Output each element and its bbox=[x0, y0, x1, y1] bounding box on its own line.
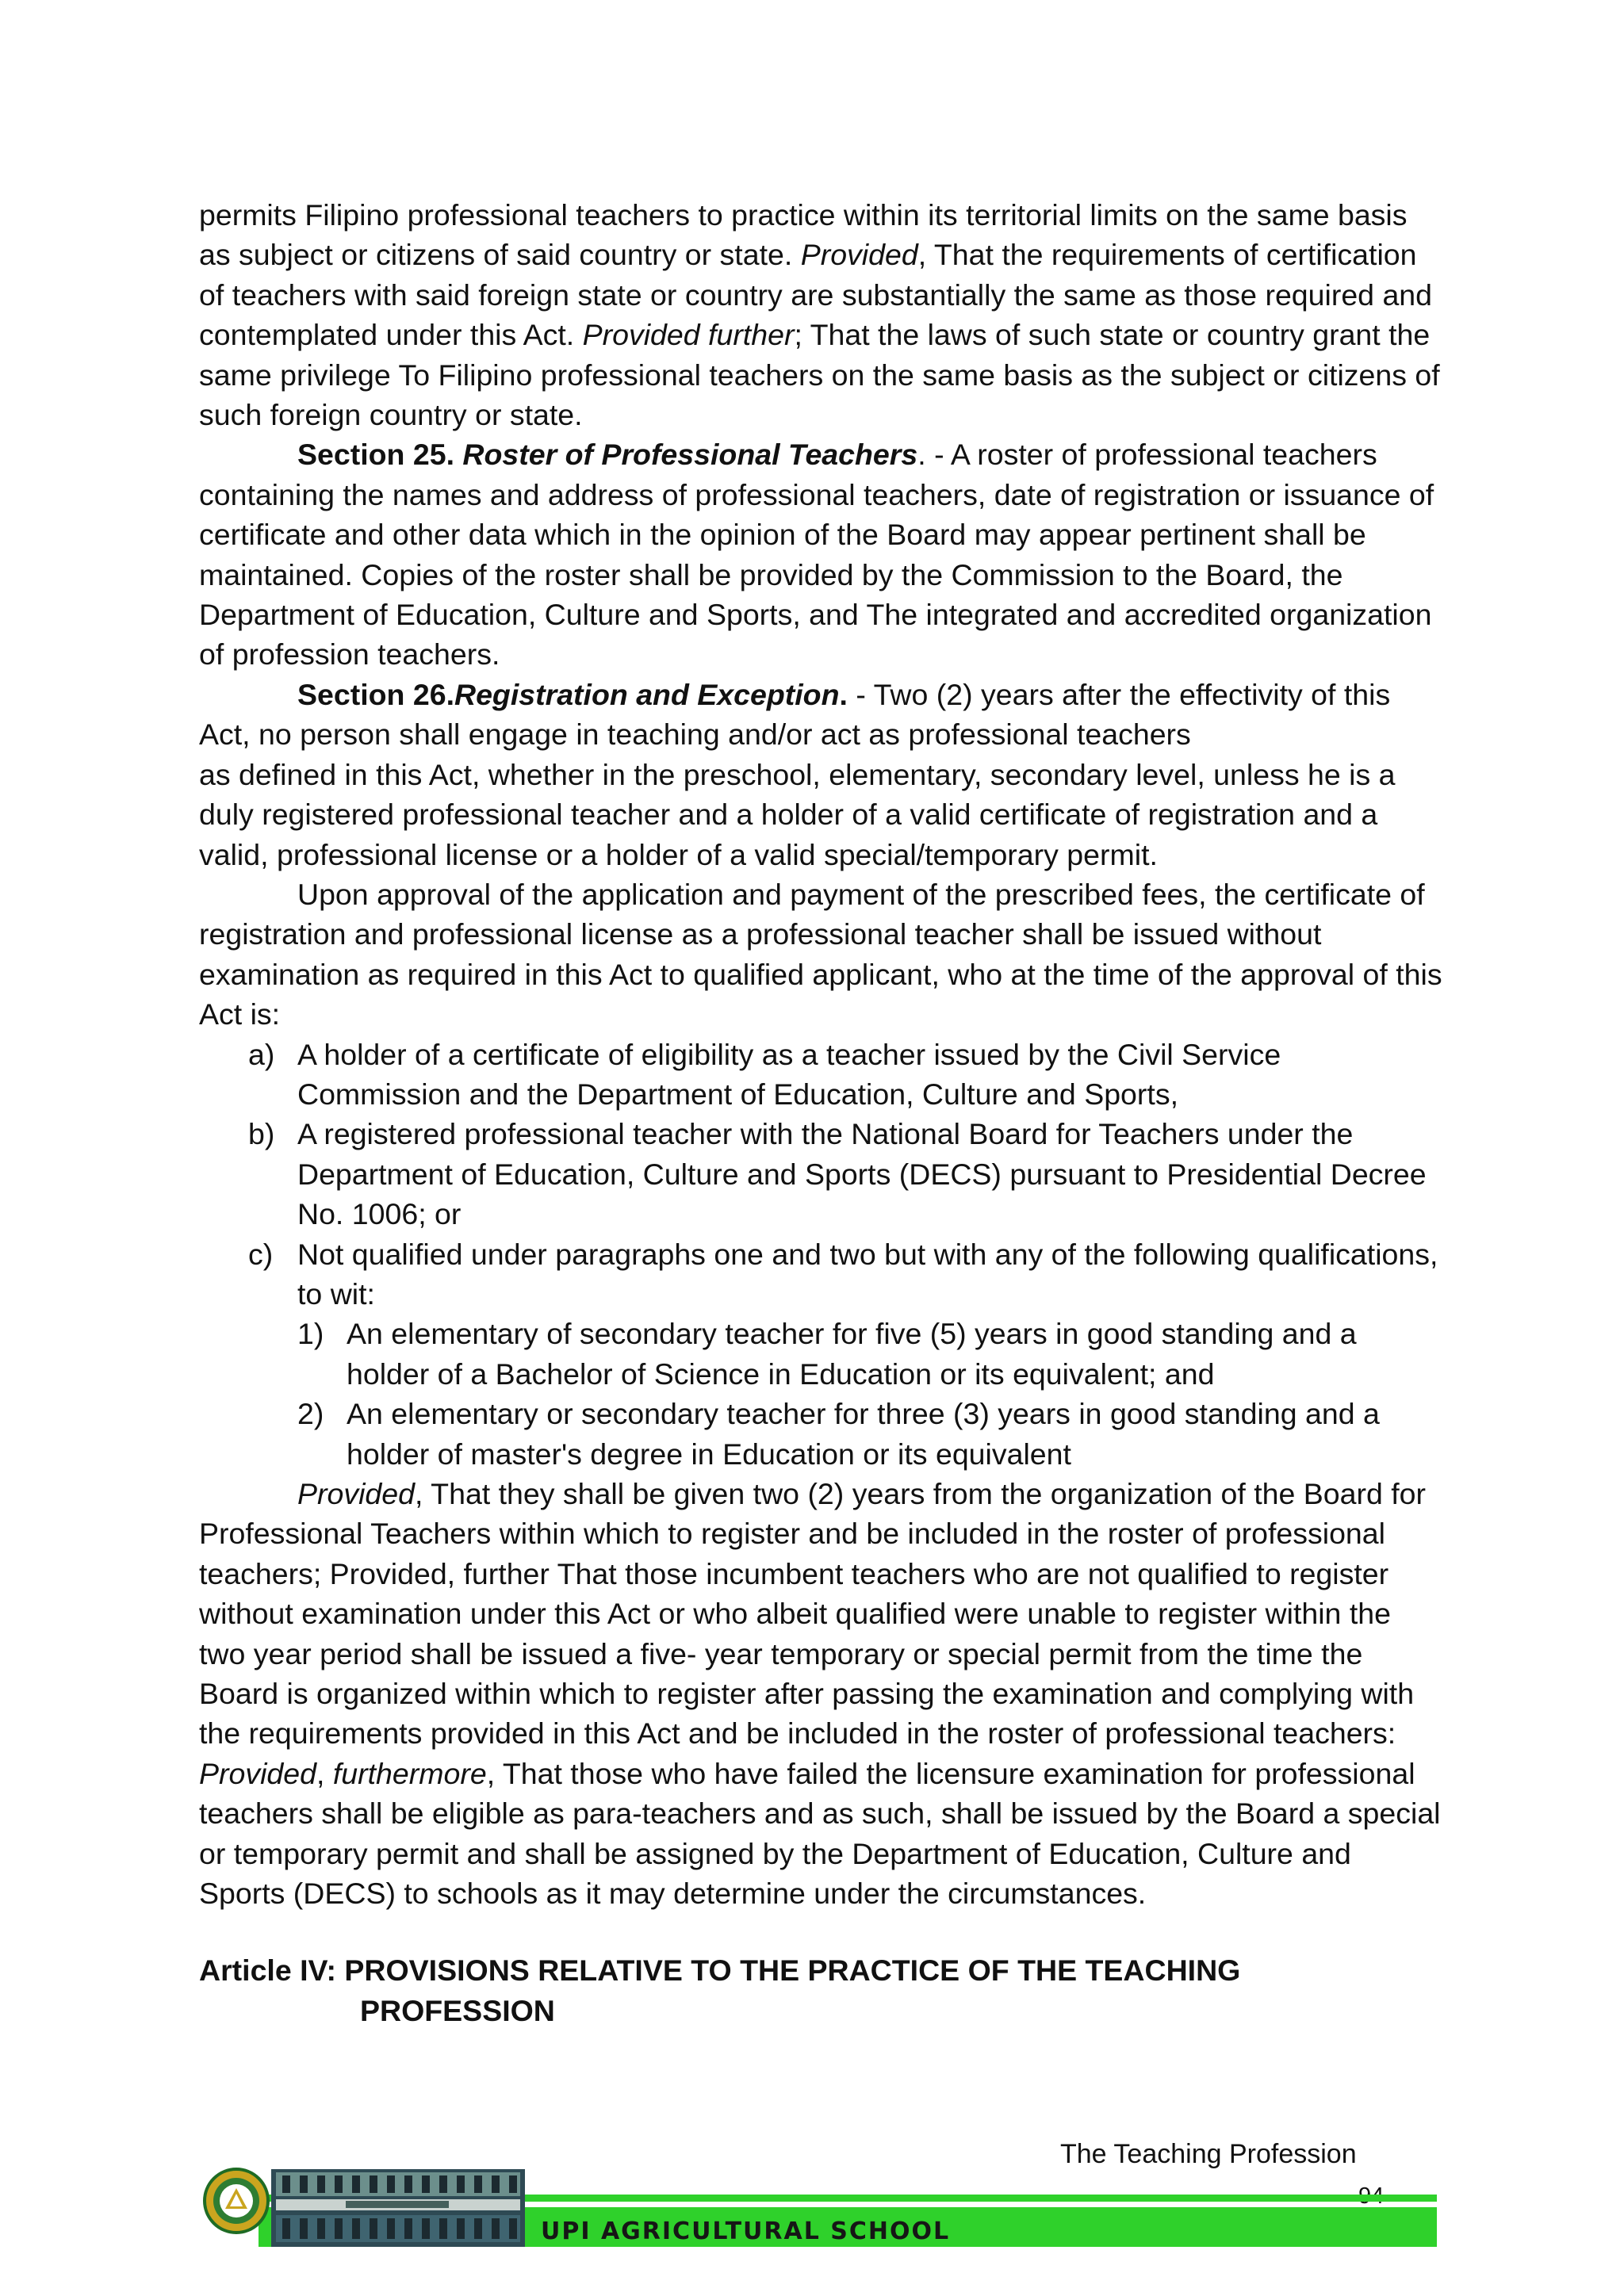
text-segment: , bbox=[316, 1756, 333, 1790]
text-segment: Roster of Professional Teachers bbox=[462, 438, 918, 472]
article-heading-line1: Article IV: PROVISIONS RELATIVE TO THE PRACTICE OF THE TEACHING bbox=[199, 1954, 1241, 1988]
section-26-continuation: as defined in this Act, whether in the preschool, elementary, secondary level, unless he is a duly registered professional teacher and a holder of a valid certificate of registration and a valid, professional license or a holder of a valid special/temporary permit. bbox=[199, 757, 1396, 871]
paragraph-provided bbox=[199, 1474, 1444, 1913]
text-segment: ; That the laws of such state or country grant the same privilege To Filipino professional teachers on the same basis as the subject or citizens of such foreign country or state. bbox=[199, 318, 1440, 432]
list-marker: c) bbox=[248, 1237, 274, 1271]
text-segment: Section 26. bbox=[297, 677, 454, 711]
sub-list-marker: 1) bbox=[297, 1317, 324, 1351]
section-26-paragraph bbox=[199, 675, 1444, 755]
sub-list-marker: 2) bbox=[297, 1397, 324, 1431]
school-seal-icon bbox=[205, 2169, 268, 2233]
footer-banner bbox=[203, 2150, 1437, 2248]
sub-item-text: An elementary of secondary teacher for five (5) years in good standing and a holder of a Bachelor of Science in Education or its equivalent; and bbox=[347, 1317, 1357, 1391]
text-segment: Section 25. bbox=[297, 438, 463, 472]
text-segment: Provided further bbox=[582, 318, 795, 352]
footer-title: The Teaching Profession bbox=[1060, 2139, 1357, 2169]
paragraph-intro bbox=[199, 195, 1444, 434]
school-photo bbox=[271, 2158, 525, 2247]
section-25-paragraph bbox=[199, 434, 1444, 674]
text-segment: - Two (2) years after the effectivity of this Act, no person shall engage in teaching and/or act as professional teachers bbox=[199, 677, 1391, 752]
list-marker: b) bbox=[248, 1117, 275, 1151]
list-marker: a) bbox=[248, 1037, 275, 1071]
article-heading-line2: PROFESSION bbox=[360, 1993, 555, 2027]
text-segment: Provided bbox=[800, 238, 918, 272]
list-item-b bbox=[199, 1114, 1444, 1234]
document-body bbox=[199, 195, 1444, 2030]
text-segment: furthermore bbox=[332, 1756, 487, 1790]
text-segment: Provided bbox=[199, 1756, 317, 1790]
sub-item-text: An elementary or secondary teacher for three (3) years in good standing and a holder of master's degree in Education or its equivalent bbox=[347, 1397, 1380, 1471]
list-item-text: A registered professional teacher with the National Board for Teachers under the Department of Education, Culture and Sports (DECS) pursuant to Presidential Decree No. 1006; or bbox=[297, 1117, 1427, 1231]
paragraph-upon-approval: Upon approval of the application and payment of the prescribed fees, the certificate of registration and professional license as a professional teacher shall be issued without examination as required in this Act to qualified applicant, who at the time of the approval of this Act is: bbox=[199, 877, 1442, 1031]
list-item-text: A holder of a certificate of eligibility as a teacher issued by the Civil Service Commission and the Department of Education, Culture and Sports, bbox=[297, 1037, 1281, 1111]
school-name: UPI AGRICULTURAL SCHOOL bbox=[541, 2218, 951, 2245]
list-item-text: Not qualified under paragraphs one and two but with any of the following qualifications, to wit: bbox=[297, 1237, 1438, 1311]
list-item-a bbox=[199, 1035, 1444, 1115]
text-segment: permits Filipino professional teachers to practice within its territorial limits on the same basis as subject or citizens of said country or state. bbox=[199, 198, 1408, 272]
text-segment: , That the requirements of certification of teachers with said foreign state or country are substantially the same as those required and contemplated under this Act. bbox=[199, 238, 1433, 352]
text-segment: . - A roster of professional teachers containing the names and address of professional teachers, date of registration or issuance of certificate and other data which in the opinion of the Board may appear pertinent shall be maintained. Copies of the roster shall be provided by the Commission to the Board, the Department of Education, Culture and Sports, and The integrated and accredited organization of profession teachers. bbox=[199, 438, 1434, 672]
text-segment: . bbox=[839, 677, 848, 711]
text-segment: , That they shall be given two (2) years from the organization of the Board for Professional Teachers within which to register and be included in the roster of professional teachers; Provided, further That those incumbent teachers who are not qualified to register without examination under this Act or who albeit qualified were unable to register within the two year period shall be issued a five- year temporary or special permit from the time the Board is organized within which to register after passing the examination and complying with the requirements provided in this Act and be included in the roster of professional teachers: bbox=[199, 1477, 1426, 1751]
text-segment: Registration and Exception bbox=[454, 677, 840, 711]
list-item-c bbox=[199, 1234, 1444, 1314]
text-segment: Provided bbox=[297, 1477, 416, 1510]
text-segment: , That those who have failed the licensure examination for professional teachers shall be eligible as para-teachers and as such, shall be issued by the Board a special or temporary permit and shall be assigned by the Department of Education, Culture and Sports (DECS) to schools as it may determine under the circumstances. bbox=[199, 1756, 1441, 1911]
article-heading bbox=[199, 1950, 1444, 2030]
sub-item-1 bbox=[199, 1314, 1444, 1394]
sub-item-2 bbox=[199, 1394, 1444, 1474]
